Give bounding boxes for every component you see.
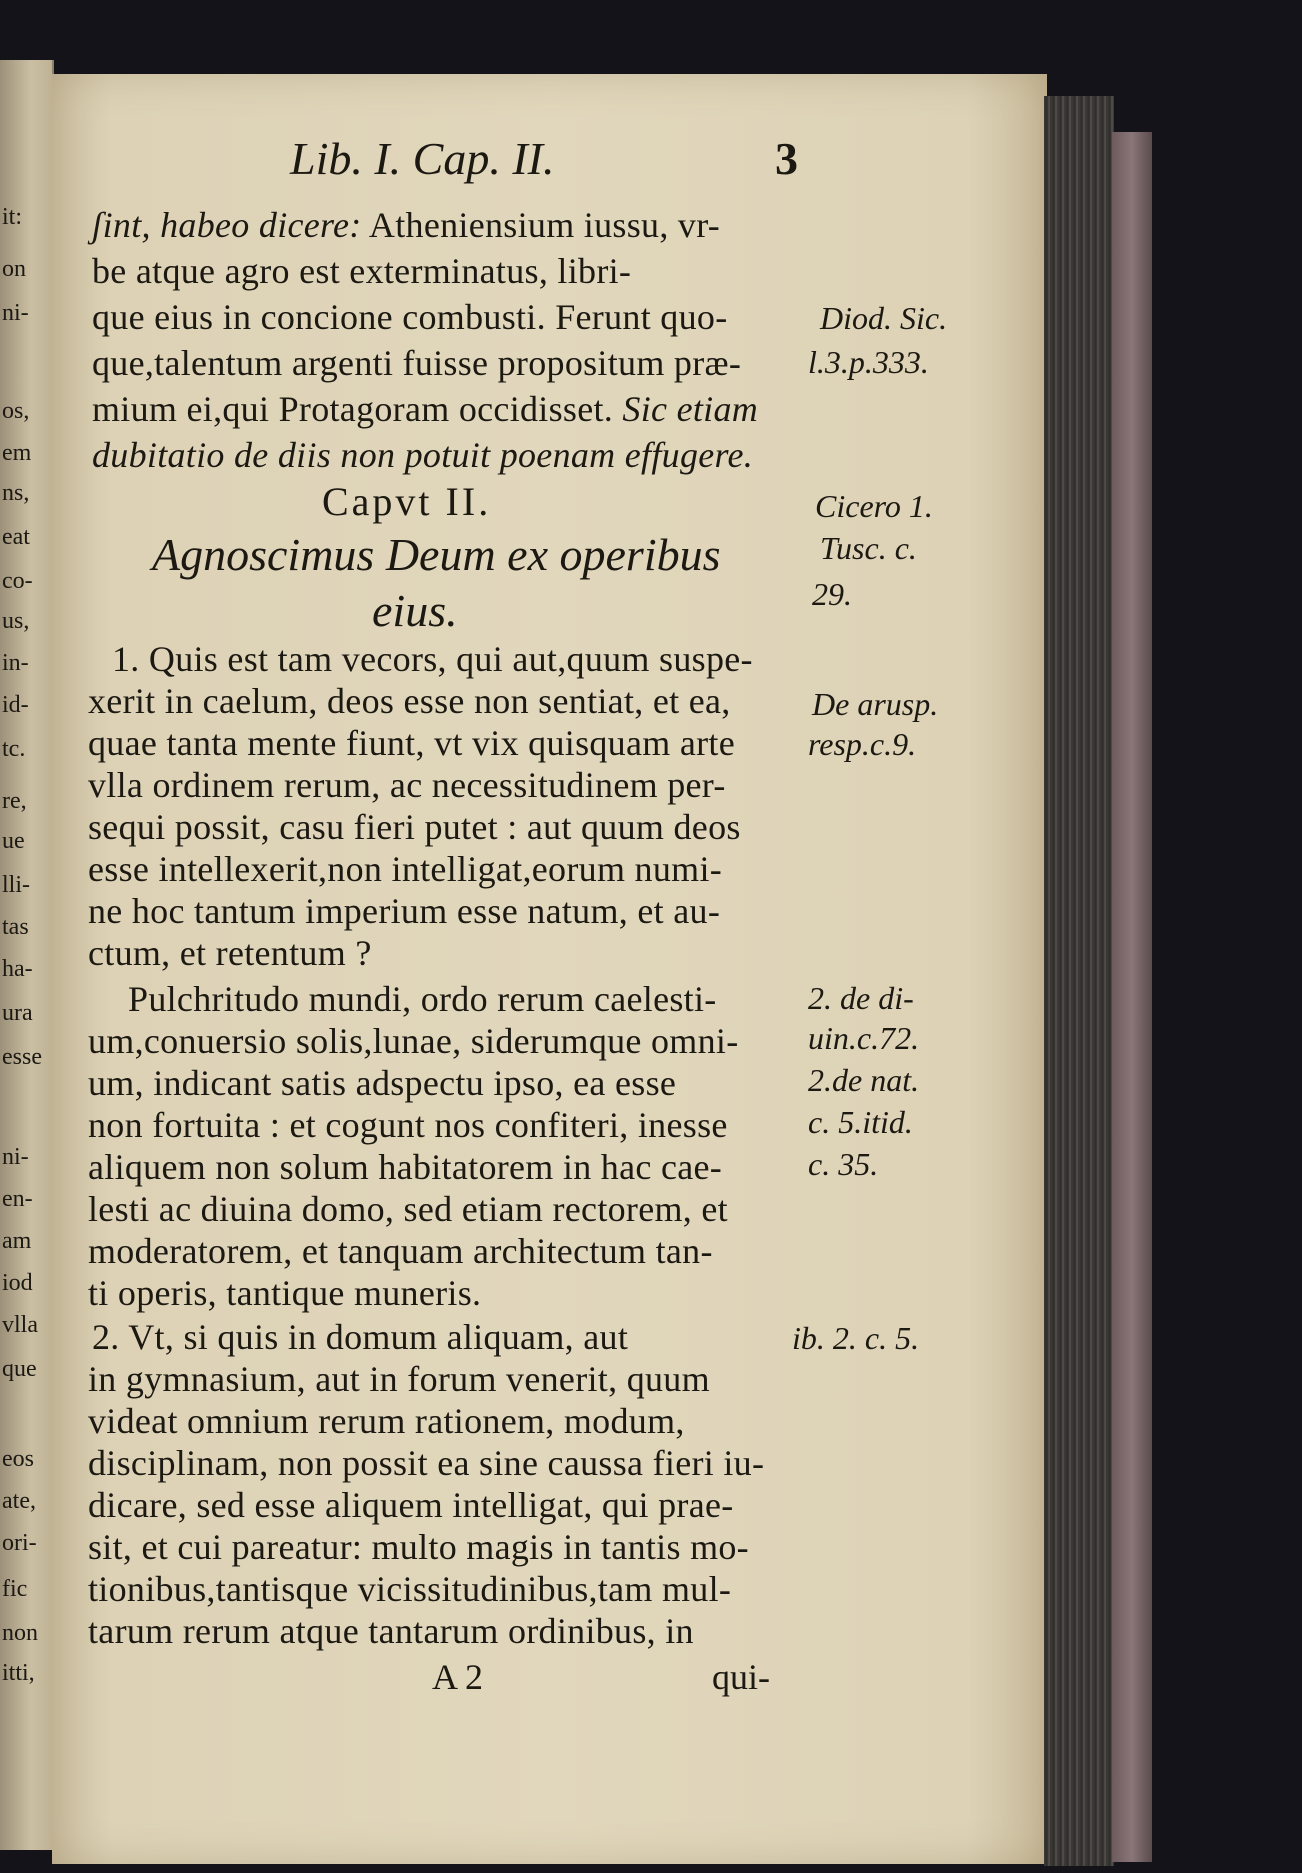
previous-page-fragment: id-: [2, 692, 29, 718]
margin-note: uin.c.72.: [808, 1020, 920, 1056]
margin-note: Diod. Sic.: [820, 300, 948, 336]
previous-page-fragment: ni-: [2, 300, 29, 326]
previous-page-fragment: ha-: [2, 956, 33, 982]
previous-page-fragment: tas: [2, 914, 29, 940]
book-cover-edge: [1112, 132, 1152, 1862]
previous-page-fragment: ori-: [2, 1530, 37, 1556]
previous-page-fragment: ni-: [2, 1144, 29, 1170]
text-line: ʃint, habeo dicere: Atheniensium iussu, vr-: [92, 205, 721, 245]
previous-page-fragment: on: [2, 256, 26, 282]
chapter-heading: Capvt II.: [322, 479, 492, 524]
text-line: ti operis, tantique muneris.: [88, 1273, 482, 1313]
text-line: que,talentum argenti fuisse propositum præ-: [92, 343, 742, 383]
text-line: xerit in caelum, deos esse non sentiat, et ea,: [88, 681, 731, 721]
previous-page-fragment: ura: [2, 1000, 33, 1026]
text-line: sit, et cui pareatur: multo magis in tantis mo-: [88, 1527, 749, 1567]
previous-page-fragment: ate,: [2, 1488, 36, 1514]
page-number: 3: [775, 133, 798, 184]
text-line: sequi possit, casu fieri putet : aut quum deos: [88, 807, 741, 847]
margin-note: ib. 2. c. 5.: [792, 1320, 920, 1356]
text-line: be atque agro est exterminatus, libri-: [92, 251, 632, 291]
text-line: vlla ordinem rerum, ac necessitudinem per-: [88, 765, 726, 805]
previous-page-fragment: vlla: [2, 1312, 38, 1338]
previous-page-fragment: os,: [2, 398, 30, 424]
previous-page-fragment: ns,: [2, 480, 30, 506]
text-line: um,conuersio solis,lunae, siderumque omni-: [88, 1021, 739, 1061]
previous-page-fragment: lli-: [2, 872, 30, 898]
previous-page-fragment: tc.: [2, 736, 26, 762]
text-line: aliquem non solum habitatorem in hac cae-: [88, 1147, 723, 1187]
margin-note: resp.c.9.: [808, 726, 917, 762]
margin-note: 29.: [812, 576, 852, 612]
previous-page-fragment: eos: [2, 1446, 34, 1472]
previous-page-fragment: eat: [2, 524, 30, 550]
text-line: tarum rerum atque tantarum ordinibus, in: [88, 1611, 694, 1651]
margin-note: Cicero 1.: [815, 488, 933, 524]
margin-note: 2. de di-: [808, 980, 914, 1016]
text-line: dicare, sed esse aliquem intelligat, qui prae-: [88, 1485, 734, 1525]
text-line: dubitatio de diis non potuit poenam effugere.: [92, 435, 754, 475]
previous-page-fragment: fic: [2, 1576, 28, 1602]
margin-note: Tusc. c.: [820, 530, 917, 566]
text-line: videat omnium rerum rationem, modum,: [88, 1401, 685, 1441]
margin-note: l.3.p.333.: [808, 344, 929, 380]
text-line: ctum, et retentum ?: [88, 933, 372, 973]
margin-note: c. 35.: [808, 1146, 879, 1182]
text-line: um, indicant satis adspectu ipso, ea esse: [88, 1063, 677, 1103]
previous-page-fragment: re,: [2, 788, 27, 814]
page-fore-edge: [1044, 96, 1114, 1866]
previous-page-fragment: en-: [2, 1186, 33, 1212]
previous-page-fragment: itti,: [2, 1660, 35, 1686]
previous-page-fragment: esse: [2, 1044, 42, 1070]
text-line: disciplinam, non possit ea sine caussa fieri iu-: [88, 1443, 765, 1483]
chapter-title-cont: eius.: [372, 585, 458, 636]
previous-page-fragment: co-: [2, 568, 33, 594]
previous-page-fragment: ue: [2, 828, 25, 854]
chapter-title: Agnoscimus Deum ex operibus: [152, 529, 721, 580]
previous-page-fragment: in-: [2, 650, 29, 676]
text-line: moderatorem, et tanquam architectum tan-: [88, 1231, 713, 1271]
previous-page-fragment: non: [2, 1620, 38, 1646]
text-line: tionibus,tantisque vicissitudinibus,tam mul-: [88, 1569, 732, 1609]
signature-mark: A 2: [432, 1657, 484, 1697]
previous-page-fragment: us,: [2, 608, 30, 634]
text-line: 2. Vt, si quis in domum aliquam, aut: [92, 1317, 629, 1357]
margin-note: 2.de nat.: [808, 1062, 920, 1098]
text-line: esse intellexerit,non intelligat,eorum numi-: [88, 849, 723, 889]
text-line: que eius in concione combusti. Ferunt quo-: [92, 297, 728, 337]
text-line: lesti ac diuina domo, sed etiam rectorem, et: [88, 1189, 728, 1229]
running-title: Lib. I. Cap. II.: [290, 133, 555, 184]
margin-note: De arusp.: [812, 686, 939, 722]
text-line: mium ei,qui Protagoram occidisset. Sic etiam: [92, 389, 759, 429]
text-line: 1. Quis est tam vecors, qui aut,quum suspe-: [112, 639, 753, 679]
text-line: in gymnasium, aut in forum venerit, quum: [88, 1359, 710, 1399]
text-line: Pulchritudo mundi, ordo rerum caelesti-: [128, 979, 717, 1019]
previous-page-fragment: que: [2, 1356, 37, 1382]
margin-note: c. 5.itid.: [808, 1104, 913, 1140]
previous-page-fragment: em: [2, 440, 32, 466]
previous-page-fragment: it:: [2, 204, 23, 230]
previous-page-fragment: am: [2, 1228, 32, 1254]
text-line: quae tanta mente fiunt, vt vix quisquam arte: [88, 723, 736, 763]
text-line: non fortuita : et cogunt nos confiteri, inesse: [88, 1105, 728, 1145]
catchword: qui-: [712, 1657, 770, 1697]
text-line: ne hoc tantum imperium esse natum, et au-: [88, 891, 721, 931]
previous-page-fragment: iod: [2, 1270, 33, 1296]
